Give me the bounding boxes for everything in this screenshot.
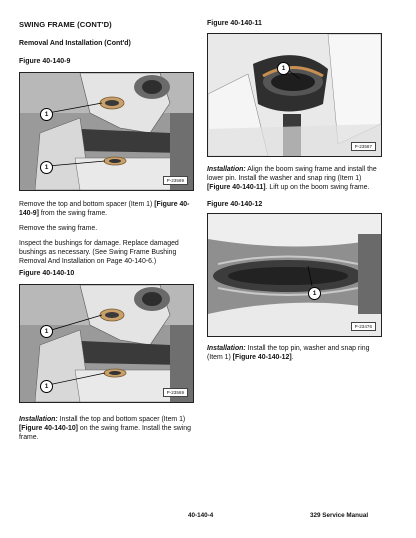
manual-title: 329 Service Manual: [310, 512, 369, 519]
section-title: SWING FRAME (CONT'D): [19, 20, 112, 29]
callout-marker: 1: [308, 287, 321, 300]
figure-title: Figure 40-140-9: [19, 58, 71, 65]
figure-photo: [19, 284, 194, 403]
figure-reference: [Figure 40-140-9]: [19, 201, 190, 217]
paragraph-label: Installation:: [19, 416, 58, 423]
callout-marker: 1: [40, 108, 53, 121]
paragraph-label: Installation:: [207, 345, 246, 352]
figure-title: Figure 40-140-10: [19, 270, 75, 277]
page-number: 40-140-4: [188, 512, 214, 519]
photo-code: P-23476: [351, 322, 376, 331]
figure-reference: [Figure 40-140-12]: [232, 354, 292, 361]
figure-title: Figure 40-140-12: [207, 201, 263, 208]
paragraph-label: Installation:: [207, 166, 246, 173]
paragraph: Installation: Install the top and bottom spacer (Item 1) [Figure 40-140-10] on the swing frame. Install the swing frame.: [19, 416, 191, 441]
figure-reference: [Figure 40-140-11]: [207, 184, 266, 191]
paragraph: Installation: Align the boom swing frame and install the lower pin. Install the washer and snap ring (Item 1) [Figure 40-140-11]. Lift up on the boom swing frame.: [207, 166, 377, 191]
paragraph: Remove the top and bottom spacer (Item 1) [Figure 40-140-9] from the swing frame.: [19, 201, 190, 217]
photo-code: P-23587: [351, 142, 376, 151]
figure-title: Figure 40-140-11: [207, 20, 262, 27]
callout-marker: 1: [277, 62, 290, 75]
paragraph: Inspect the bushings for damage. Replace damaged bushings as necessary. (See Swing Frame Bushing Removal And Installation on Page 40-140-6.): [19, 240, 179, 265]
figure-photo: [19, 72, 194, 191]
figure-photo: [207, 213, 382, 337]
callout-marker: 1: [40, 380, 53, 393]
callout-marker: 1: [40, 325, 53, 338]
figure-reference: [Figure 40-140-10]: [19, 425, 78, 432]
callout-marker: 1: [40, 161, 53, 174]
section-subtitle: Removal And Installation (Cont'd): [19, 40, 131, 47]
photo-code: P-23569: [163, 388, 188, 397]
photo-code: P-23569: [163, 176, 188, 185]
paragraph: Remove the swing frame.: [19, 225, 98, 232]
paragraph: Installation: Install the top pin, washer and snap ring (Item 1) [Figure 40-140-12].: [207, 345, 370, 361]
figure-photo: [207, 33, 382, 157]
